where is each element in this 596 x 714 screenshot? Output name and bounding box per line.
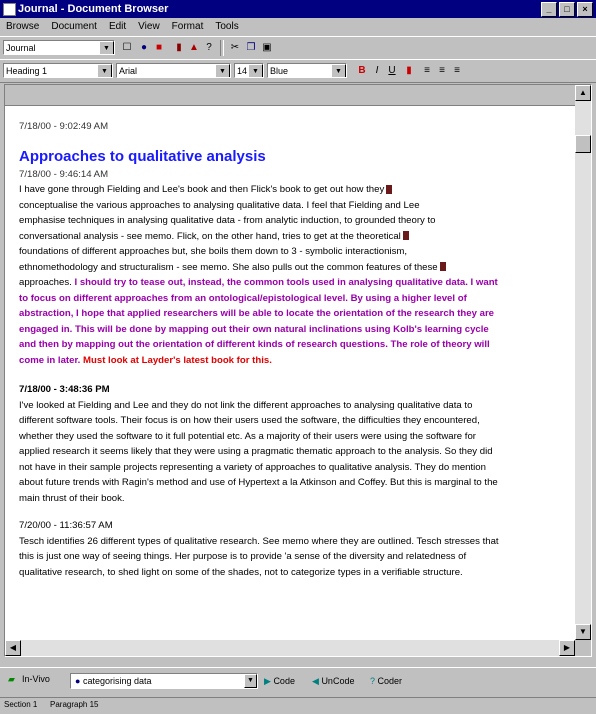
title-bar bbox=[0, 0, 596, 18]
font-combo[interactable]: Arial ▼ bbox=[116, 63, 231, 78]
link-icon[interactable]: ▲ bbox=[189, 42, 199, 53]
list-icon[interactable]: ☐ bbox=[122, 42, 132, 53]
in-vivo-button[interactable]: In-Vivo bbox=[22, 674, 50, 684]
copy-icon[interactable]: ❐ bbox=[246, 42, 256, 53]
info-icon[interactable]: ● bbox=[140, 42, 148, 53]
memo-link-icon[interactable] bbox=[403, 231, 409, 240]
toolbar-format bbox=[0, 59, 596, 83]
font-size-combo[interactable]: 14 ▼ bbox=[234, 63, 264, 78]
entry-timestamp: 7/18/00 - 9:46:14 AM bbox=[19, 168, 109, 180]
scroll-right-icon[interactable]: ▶ bbox=[559, 640, 575, 656]
window-title: Journal - Document Browser bbox=[18, 3, 169, 15]
document-pane[interactable] bbox=[4, 84, 592, 657]
highlight-icon[interactable]: ▮ bbox=[406, 65, 412, 76]
toolbar-divider bbox=[220, 40, 224, 56]
menu-edit[interactable]: Edit bbox=[108, 21, 127, 32]
chevron-down-icon[interactable]: ▼ bbox=[97, 64, 112, 78]
font-color-combo[interactable]: Blue ▼ bbox=[267, 63, 347, 78]
bold-icon[interactable]: B bbox=[358, 65, 366, 76]
close-icon[interactable]: × bbox=[577, 2, 593, 17]
help-icon[interactable]: ? bbox=[206, 42, 212, 53]
app-icon[interactable] bbox=[3, 3, 16, 16]
ruler bbox=[5, 85, 575, 106]
scroll-down-icon[interactable]: ▼ bbox=[575, 624, 591, 640]
coding-bar bbox=[0, 667, 596, 694]
style-combo[interactable]: Heading 1 ▼ bbox=[3, 63, 113, 78]
menu-bar bbox=[0, 19, 596, 35]
coder-button[interactable]: ? Coder bbox=[370, 676, 403, 686]
menu-document[interactable]: Document bbox=[51, 21, 97, 32]
paragraph: I've looked at Fielding and Lee and they do not link the different approaches to analysing qualitative data to different software tools. Their focus is on how their users used the software, the difficulties they encountered, whether they used the software to it full potential etc. As a majority of their users were using the software for applied research it seems likely that they were using a pragmatic thematic approach to the analysis. So they did not have in their sample projects representing a variety of approaches to qualitative analysis. They do mention about future trends with Ragin's method and use of Hypertext a la Atkinson and Coffey. But this is marginal to the main thrust of their book. bbox=[19, 399, 498, 504]
scroll-up-icon[interactable]: ▲ bbox=[575, 85, 591, 101]
chevron-down-icon[interactable]: ▼ bbox=[244, 674, 257, 688]
code-icon: ▶ bbox=[264, 676, 271, 686]
document-heading: Approaches to qualitative analysis bbox=[19, 147, 266, 165]
align-right-icon[interactable]: ≡ bbox=[454, 65, 460, 76]
menu-browse[interactable]: Browse bbox=[6, 21, 40, 32]
memo-link-icon[interactable] bbox=[440, 262, 446, 271]
minimize-icon[interactable]: _ bbox=[541, 2, 557, 17]
memo-icon[interactable]: ▮ bbox=[176, 42, 182, 53]
align-center-icon[interactable]: ≡ bbox=[439, 65, 445, 76]
menu-tools[interactable]: Tools bbox=[215, 21, 239, 32]
status-section: Section 1 bbox=[4, 700, 38, 709]
maximize-icon[interactable]: □ bbox=[559, 2, 575, 17]
code-button[interactable]: ▶ Code bbox=[264, 676, 295, 686]
menu-format[interactable]: Format bbox=[171, 21, 204, 32]
category-combo[interactable]: ● categorising data ▼ bbox=[70, 673, 258, 689]
paragraph: Tesch identifies 26 different types of qualitative research. See memo where they are outlined. Tesch stresses that this is just one way of seeing things. Her purpose is to provide 'a sense of the diversity and relatedness of qualitative research, to shed light on some of the shades, not to categorize types in a verifiable structure. bbox=[19, 535, 499, 578]
attribute-icon[interactable]: ■ bbox=[155, 42, 163, 53]
paste-icon[interactable]: ▣ bbox=[262, 42, 272, 53]
cut-icon[interactable]: ✂ bbox=[230, 42, 240, 53]
status-bar bbox=[0, 697, 596, 714]
document-combo[interactable]: Journal ▼ bbox=[3, 40, 115, 55]
chevron-down-icon[interactable]: ▼ bbox=[248, 64, 263, 78]
entry-timestamp: 7/18/00 - 3:48:36 PM bbox=[19, 384, 110, 395]
underline-icon[interactable]: U bbox=[388, 65, 396, 76]
journal-text[interactable] bbox=[19, 119, 499, 639]
entry-timestamp: 7/20/00 - 11:36:57 AM bbox=[19, 520, 113, 531]
node-icon: ● bbox=[75, 676, 81, 686]
uncode-button[interactable]: ◀ UnCode bbox=[312, 676, 355, 686]
vertical-scrollbar[interactable] bbox=[575, 85, 591, 640]
paragraph: I have gone through Fielding and Lee's book and then Flick's book to get out how they conceptualise the various approaches to analysing qualitative data. I feel that Fielding and Lee emphasise techniques in analysing qualitative data - from analytic induction, to grounded theory to conversational analysis - see memo. Flick, on the other hand, tries to get at the theoretical foundations of different approaches but, she boils them down to 3 - symbolic interactionism, ethnomethodology and structuralism - see memo. She also pulls out the common features of these approaches. I should try to tease out, instead, the common tools used in analysing qualitative data. I want to focus on different approaches from an ontological/epistological level. By using a higher level of abstraction, I hope that applied researchers will be able to locate the orientation of the research they are engaged in. This will be done by mapping out their own natural inclinations using Kolb's learning cycle and then by mapping out the orientation of different kinds of research questions. The role of theory will come in later. Must look at Layder's latest book for this. bbox=[19, 184, 498, 366]
highlighted-text-red: Must look at Layder's latest book for this. bbox=[83, 354, 272, 366]
italic-icon[interactable]: I bbox=[375, 65, 379, 76]
status-paragraph: Paragraph 15 bbox=[50, 700, 99, 709]
resize-grip-icon[interactable] bbox=[575, 640, 591, 656]
in-vivo-icon[interactable]: ▰ bbox=[8, 674, 15, 684]
chevron-down-icon[interactable]: ▼ bbox=[99, 41, 114, 55]
chevron-down-icon[interactable]: ▼ bbox=[331, 64, 346, 78]
chevron-down-icon[interactable]: ▼ bbox=[215, 64, 230, 78]
scroll-left-icon[interactable]: ◀ bbox=[5, 640, 21, 656]
scroll-thumb[interactable] bbox=[575, 135, 591, 153]
menu-view[interactable]: View bbox=[138, 21, 160, 32]
coder-icon: ? bbox=[370, 676, 376, 686]
highlighted-text: I should try to tease out, instead, the common tools used in analysing qualitative data. I want to focus on different approaches from an ontological/epistological level. By using a higher level of abstraction, I hope that applied researchers will be able to locate the orientation of the research they are engaged in. This will be done by mapping out their own natural inclinations using Kolb's learning cycle and then by mapping out the orientation of different kinds of research questions. The role of theory will come in later. bbox=[19, 277, 498, 366]
align-left-icon[interactable]: ≡ bbox=[424, 65, 430, 76]
entry-timestamp: 7/18/00 - 9:02:49 AM bbox=[19, 121, 109, 132]
memo-link-icon[interactable] bbox=[386, 185, 392, 194]
horizontal-scrollbar[interactable] bbox=[5, 640, 575, 656]
toolbar-main bbox=[0, 36, 596, 60]
uncode-icon: ◀ bbox=[312, 676, 319, 686]
